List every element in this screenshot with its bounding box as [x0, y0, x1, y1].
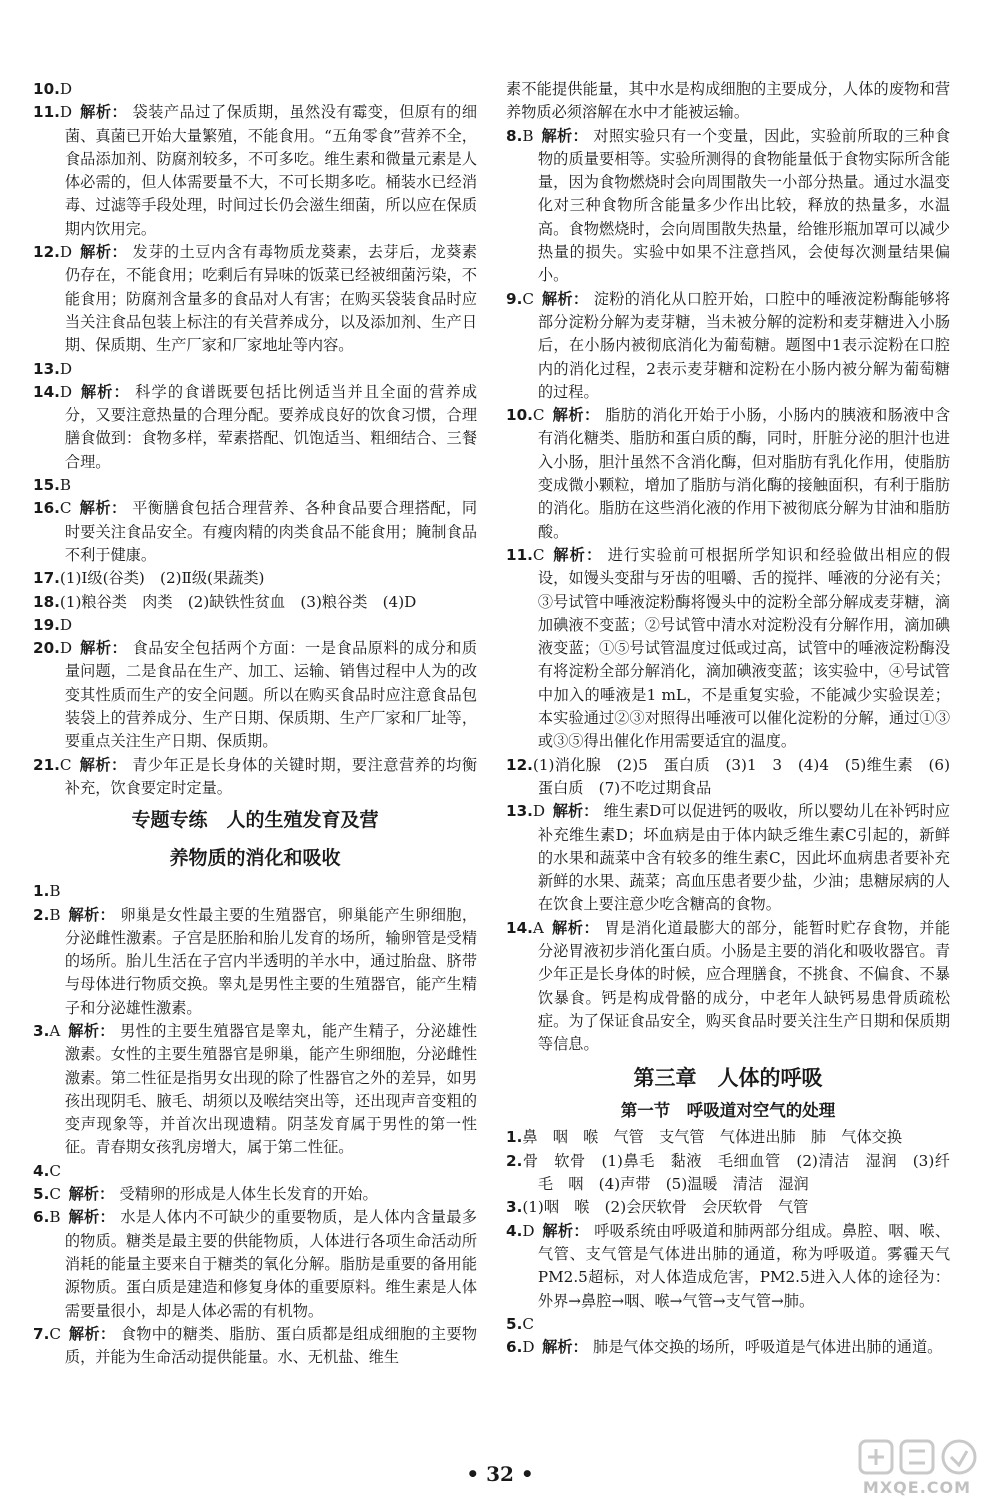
analysis-label: 解析：	[68, 905, 116, 924]
analysis-label: 解析：	[79, 103, 128, 122]
answer-choice: D	[522, 1338, 535, 1357]
question-number: 4.	[33, 1161, 50, 1180]
answer-entry	[506, 125, 950, 288]
answer-choice: (1)咽 喉 (2)会厌软骨 会厌软骨 气管	[522, 1198, 809, 1217]
analysis-label: 解析：	[68, 1324, 116, 1343]
question-number: 19.	[33, 615, 60, 634]
question-number: 14.	[506, 918, 533, 937]
answer-choice: B	[49, 905, 61, 924]
analysis-text: 肺是气体交换的场所，呼吸道是气体进出肺的通道。	[593, 1338, 943, 1357]
answer-entry	[33, 1323, 477, 1370]
section-title: 养物质的消化和吸收	[169, 847, 341, 870]
analysis-label: 解析：	[79, 382, 130, 401]
answer-entry	[33, 614, 477, 637]
answer-choice: C	[522, 1314, 534, 1333]
answer-choice: C	[49, 1324, 61, 1343]
question-number: 6.	[33, 1208, 50, 1227]
answer-entry	[33, 754, 477, 801]
question-number: 3.	[506, 1198, 523, 1217]
watermark-logo-icon	[852, 1435, 982, 1479]
answer-choice: D	[532, 802, 546, 821]
answer-entry	[506, 1336, 950, 1359]
analysis-label: 解析：	[541, 126, 589, 145]
question-number: 17.	[33, 569, 60, 588]
question-number: 9.	[506, 289, 523, 308]
answer-entry	[506, 404, 950, 544]
answer-entry	[506, 800, 950, 916]
answer-choice: B	[522, 126, 534, 145]
answer-entry	[33, 1206, 477, 1322]
answer-choice: 鼻 咽 喉 气管 支气管 气体进出肺 肺 气体交换	[522, 1128, 903, 1147]
answer-choice: D	[59, 80, 73, 98]
answer-choice: D	[59, 639, 73, 658]
question-number: 20.	[33, 639, 60, 658]
analysis-text: 维生素D可以促进钙的吸收，所以婴幼儿在补钙时应补充维生素D；坏血病是由于体内缺乏维生素C引起的，新鲜的水果和蔬菜中含有较多的维生素C，因此坏血病患者要补充新鲜的水果、蔬菜；高血压患者要少盐，少油；患糖尿病的人在饮食上要注意少吃含糖高的食物。	[537, 802, 951, 914]
analysis-text: 科学的食谱既要包括比例适当并且全面的营养成分，又要注意热量的合理分配。要养成良好的饮食习惯，合理膳食做到：食物多样，荤素搭配、饥饱适当、粗细结合、三餐合理。	[64, 382, 478, 471]
analysis-label: 解析：	[79, 499, 127, 518]
answer-entry	[33, 880, 477, 903]
analysis-label: 解析：	[552, 802, 599, 821]
answer-entry	[506, 754, 950, 801]
answer-choice: D	[59, 382, 73, 401]
question-number: 11.	[506, 545, 533, 564]
section-title: 专题专练 人的生殖发育及营	[131, 809, 379, 832]
analysis-text: 平衡膳食包括合理营养、各种食品要合理搭配，同时要关注食品安全。有瘦肉精的肉类食品不能食用；腌制食品不利于健康。	[64, 499, 478, 564]
analysis-label: 解析：	[79, 755, 127, 774]
answer-entry	[506, 1313, 950, 1336]
answer-choice: C	[59, 499, 72, 518]
question-number: 10.	[506, 406, 533, 425]
question-number: 21.	[33, 755, 60, 774]
question-number: 16.	[33, 499, 60, 518]
answer-choice: D	[59, 243, 73, 262]
answer-choice: C	[532, 406, 545, 425]
analysis-text: 食品安全包括两个方面：一是食品原料的成分和质量问题，二是食品在生产、加工、运输、销售过程中人为的改变其性质而生产的安全问题。所以在购买食品时应注意食品包装袋上的营养成分、生产日期、保质期、生产厂家和厂址等，要重点关注生产日期、保质期。	[64, 639, 478, 751]
analysis-label: 解析：	[552, 406, 600, 425]
answer-entry	[33, 101, 477, 241]
question-number: 5.	[33, 1185, 50, 1204]
answer-entry	[33, 497, 477, 567]
answer-entry	[506, 1220, 950, 1313]
answer-entry	[33, 241, 477, 357]
answer-choice: A	[49, 1021, 61, 1040]
answer-choice: B	[49, 882, 61, 901]
answer-entry	[33, 1160, 477, 1183]
analysis-label: 解析：	[68, 1185, 115, 1204]
analysis-text: 素不能提供能量，其中水是构成细胞的主要成分，人体的废物和营养物质必须溶解在水中才能被运输。	[506, 80, 950, 122]
analysis-label: 解析：	[552, 545, 603, 564]
answer-choice: D	[59, 103, 73, 122]
left-column	[33, 78, 477, 1369]
analysis-text: 卵巢是女性最主要的生殖器官，卵巢能产生卵细胞，分泌雌性激素。子宫是胚胎和胎儿发育的场所，输卵管是受精的场所。胎儿生活在子宫内半透明的羊水中，通过胎盘、脐带与母体进行物质交换。睾丸是男性主要的生殖器官，能产生精子和分泌雄性激素。	[64, 905, 478, 1017]
answer-entry	[506, 288, 950, 404]
answer-entry	[506, 544, 950, 754]
watermark	[852, 1435, 982, 1497]
analysis-label: 解析：	[79, 639, 128, 658]
analysis-text: 胃是消化道最膨大的部分，能暂时贮存食物，并能分泌胃液初步消化蛋白质。小肠是主要的消化和吸收器官。青少年正是长身体的时候，应合理膳食，不挑食、不偏食、不暴饮暴食。钙是构成骨骼的成分，中老年人缺钙易患骨质疏松症。为了保证食品安全，购买食品时要关注生产日期和保质期等信息。	[537, 918, 951, 1054]
question-number: 13.	[33, 359, 60, 378]
answer-choice: C	[49, 1185, 61, 1204]
answer-choice: C	[49, 1161, 61, 1180]
analysis-text: 进行实验前可根据所学知识和经验做出相应的假设，如馒头变甜与牙齿的咀嚼、舌的搅拌、唾液的分泌有关；③号试管中唾液淀粉酶将馒头中的淀粉全部分解成麦芽糖，滴加碘液不变蓝；②号试管中清水对淀粉没有分解作用，滴加碘液变蓝；①⑤号试管温度过低或过高，试管中的唾液淀粉酶没有将淀粉全部分解消化，滴加碘液变蓝；该实验中，④号试管中加入的唾液是1 mL，不是重复实验，不能减少实验误差；本实验通过②③对照得出唾液可以催化淀粉的分解，通过①③或③⑤得出催化作用需要适宜的温度。	[537, 545, 951, 751]
answer-choice: (1)Ⅰ级(谷类) (2)Ⅱ级(果蔬类)	[59, 569, 265, 588]
answer-entry	[506, 917, 950, 1057]
answer-choice: B	[59, 476, 72, 495]
answer-entry	[506, 1150, 950, 1197]
answer-entry	[33, 1183, 477, 1206]
answer-entry	[33, 637, 477, 753]
analysis-text: 对照实验只有一个变量，因此，实验前所取的三种食物的质量要相等。实验所测得的食物能量低于食物实际所含能量，因为食物燃烧时会向周围散失一小部分热量。通过水温变化对三种食物所含能量多少作出比较，释放的热量多，水温高。食物燃烧时，会向周围散失热量，给锥形瓶加罩可以减少热量的损失。实验中如果不注意挡风，会使每次测量结果偏小。	[537, 126, 951, 285]
question-number: 14.	[33, 382, 60, 401]
answer-entry	[33, 78, 477, 101]
answer-entry	[33, 474, 477, 497]
analysis-label: 解析：	[542, 1338, 588, 1357]
answer-choice: B	[49, 1208, 61, 1227]
analysis-text: 食物中的糖类、脂肪、蛋白质都是组成细胞的主要物质，并能为生命活动提供能量。水、无机盐、维生	[64, 1324, 478, 1367]
analysis-label: 解析：	[551, 918, 600, 937]
analysis-text: 袋装产品过了保质期，虽然没有霉变，但原有的细菌、真菌已开始大量繁殖，不能食用。“五角零食”营养不全，食品添加剂、防腐剂较多，不可多吃。维生素和微量元素是人体必需的，但人体需要量不大，不可长期多吃。桶装水已经消毒、过滤等手段处理，时间过长仍会滋生细菌，所以应在保质期内饮用完。	[64, 103, 478, 238]
analysis-label: 解析：	[67, 1021, 115, 1040]
question-number: 2.	[506, 1151, 523, 1170]
question-number: 12.	[506, 755, 533, 774]
analysis-text: 淀粉的消化从口腔开始，口腔中的唾液淀粉酶能够将部分淀粉分解为麦芽糖，当未被分解的淀粉和麦芽糖进入小肠后，在小肠内被彻底消化为葡萄糖。题图中1表示淀粉在口腔内的消化过程，2表示麦芽糖和淀粉在小肠内被分解为葡萄糖的过程。	[537, 289, 951, 401]
answer-entry	[506, 1126, 950, 1149]
question-number: 11.	[33, 103, 60, 122]
analysis-text: 水是人体内不可缺少的重要物质，是人体内含量最多的物质。糖类是最主要的供能物质，人体进行各项生命活动所消耗的能量主要来自于糖类的氧化分解。脂肪是重要的备用能源物质。蛋白质是建造和修复身体的重要原料。维生素是人体需要量很小，却是人体必需的有机物。	[64, 1208, 478, 1320]
analysis-text: 呼吸系统由呼吸道和肺两部分组成。鼻腔、咽、喉、气管、支气管是气体进出肺的通道，称为呼吸道。雾霾天气PM2.5超标，对人体造成危害，PM2.5进入人体的途径为：外界→鼻腔→咽、喉→气管→支气管→肺。	[537, 1221, 951, 1310]
question-number: 3.	[33, 1021, 50, 1040]
answer-choice: D	[522, 1221, 535, 1240]
answer-choice: C	[59, 755, 72, 774]
analysis-text: 发芽的土豆内含有毒物质龙葵素，去芽后，龙葵素仍存在，不能食用；吃剩后有异味的饭菜已经被细菌污染，不能食用；防腐剂含量多的食品对人有害；在购买袋装食品时应当关注食品包装上标注的有关营养成分，以及添加剂、生产日期、保质期、生产厂家和厂家地址等内容。	[64, 243, 478, 355]
watermark-site: MXQE.COM	[862, 1478, 972, 1497]
answer-entry	[506, 1196, 950, 1219]
question-number: 15.	[33, 476, 60, 495]
question-number: 13.	[506, 802, 533, 821]
analysis-text: 青少年正是长身体的关键时期，要注意营养的均衡补充，饮食要定时定量。	[64, 755, 478, 797]
answer-choice: D	[59, 359, 73, 378]
continued-text	[506, 78, 950, 125]
answer-choice: A	[532, 918, 544, 937]
analysis-text: 受精卵的形成是人体生长发育的开始。	[119, 1185, 378, 1204]
answer-choice: (1)粮谷类 肉类 (2)缺铁性贫血 (3)粮谷类 (4)D	[59, 592, 417, 611]
question-number: 6.	[506, 1338, 523, 1357]
answer-entry	[33, 358, 477, 381]
analysis-label: 解析：	[542, 1221, 589, 1240]
answer-entry	[33, 904, 477, 1020]
right-column	[506, 78, 950, 1359]
chapter-title: 第三章 人体的呼吸	[633, 1066, 823, 1091]
answer-entry	[33, 567, 477, 590]
analysis-text: 脂肪的消化开始于小肠，小肠内的胰液和肠液中含有消化糖类、脂肪和蛋白质的酶，同时，肝脏分泌的胆汁也进入小肠，胆汁虽然不含消化酶，但对脂肪有乳化作用，使脂肪变成微小颗粒，增加了脂肪与消化酶的接触面积，有利于脂肪的消化。脂肪在这些消化液的作用下被彻底分解为甘油和脂肪酸。	[537, 406, 951, 541]
answer-choice: 骨 软骨 (1)鼻毛 黏液 毛细血管 (2)清洁 湿润 (3)纤毛 咽 (4)声带 (5)温暖 清洁 湿润	[522, 1151, 950, 1194]
page-number: • 32 •	[466, 1462, 534, 1486]
question-number: 1.	[33, 882, 50, 901]
question-number: 1.	[506, 1128, 523, 1147]
answer-choice: D	[59, 615, 73, 634]
question-number: 4.	[506, 1221, 523, 1240]
question-number: 10.	[33, 80, 60, 98]
answer-choice: C	[522, 289, 534, 308]
analysis-label: 解析：	[79, 243, 128, 262]
question-number: 18.	[33, 592, 60, 611]
subsection-title: 第一节 呼吸道对空气的处理	[620, 1101, 836, 1121]
answer-entry	[33, 381, 477, 474]
analysis-label: 解析：	[541, 289, 589, 308]
answer-choice: C	[532, 545, 545, 564]
question-number: 5.	[506, 1314, 523, 1333]
answer-choice: (1)消化腺 (2)5 蛋白质 (3)1 3 (4)4 (5)维生素 (6)蛋白质 (7)不吃过期食品	[532, 755, 950, 797]
analysis-label: 解析：	[68, 1208, 116, 1227]
answer-entry	[33, 1020, 477, 1160]
question-number: 7.	[33, 1324, 50, 1343]
question-number: 8.	[506, 126, 523, 145]
question-number: 12.	[33, 243, 60, 262]
question-number: 2.	[33, 905, 50, 924]
answer-entry	[33, 591, 477, 614]
analysis-text: 男性的主要生殖器官是睾丸，能产生精子，分泌雄性激素。女性的主要生殖器官是卵巢，能产生卵细胞，分泌雌性激素。第二性征是指男女出现的除了性器官之外的差异，如男孩出现阴毛、腋毛、胡须以及喉结突出等，还出现声音变粗的变声现象等，并首次出现遗精。阴茎发育属于男性的第一性征。青春期女孩乳房增大，属于第二性征。	[64, 1021, 478, 1157]
